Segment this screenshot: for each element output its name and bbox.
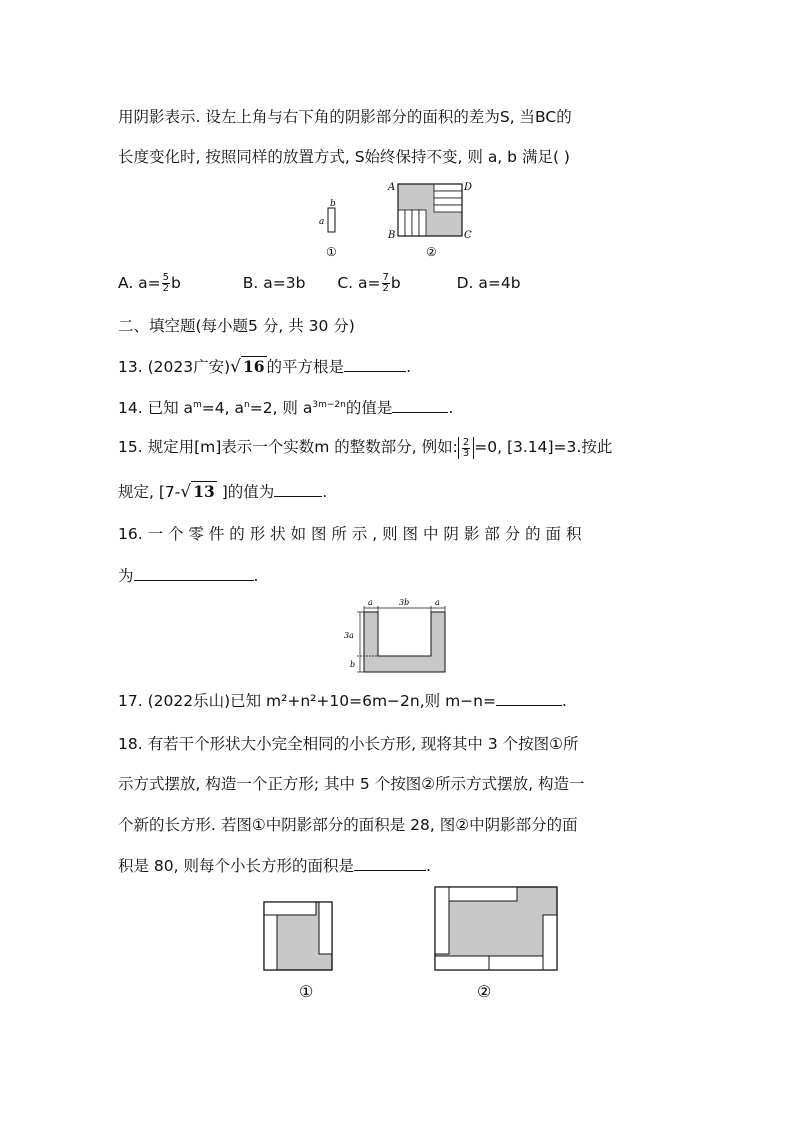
q16-dim-b: b: [350, 660, 356, 669]
q12-option-b[interactable]: B. a=3b: [242, 274, 306, 292]
q18-figure-2: [435, 887, 557, 970]
q17: 17. (2022乐山)已知 m²+n²+10=6m−2n,则 m−n= .: [118, 692, 567, 710]
q14: 14. 已知 $a^m=4$, $a^n=2$, 则 $a^{3m-2n}$的值是 .: [118, 399, 454, 417]
q18-figure-1: [264, 902, 332, 970]
q18-fig2-caption: ②: [477, 982, 492, 1001]
q13-answer-blank[interactable]: [344, 356, 406, 372]
q14-answer-blank[interactable]: [392, 397, 448, 413]
q12-fig1-label-b: b: [330, 199, 336, 209]
q12-fig1-label-a: a: [319, 217, 325, 227]
q12-option-d[interactable]: D. a=4b: [456, 274, 521, 292]
q12-options: [118, 272, 521, 294]
q18-answer-blank[interactable]: [354, 855, 426, 871]
q15-line2: 规定, [7-√ 13 ]的值为 .: [118, 482, 328, 502]
q16-figure: [340, 594, 455, 679]
q18-line3: 个新的长方形. 若图①中阴影部分的面积是 28, 图②中阴影部分的面: [118, 816, 578, 834]
section-heading: 二、填空题(每小题5 分, 共 30 分): [118, 317, 355, 335]
q17-answer-blank[interactable]: [496, 690, 562, 706]
q18-line1: 18. 有若干个形状大小完全相同的小长方形, 现将其中 3 个按图①所: [118, 735, 579, 753]
q12-label-D: D: [464, 182, 473, 193]
q18-fig1-caption: ①: [299, 982, 314, 1001]
q13-sqrt: √ 16: [230, 357, 265, 377]
q12-fig2-caption: ②: [426, 245, 437, 259]
q16-dim-3b: 3b: [399, 598, 410, 607]
q16-answer-blank[interactable]: [134, 565, 254, 581]
q15-answer-blank[interactable]: [274, 481, 322, 497]
q13: 13. (2023广安)√ 16 的平方根是 .: [118, 357, 411, 377]
q12-label-B: B: [388, 230, 396, 241]
q18-line2: 示方式摆放, 构造一个正方形; 其中 5 个按图②所示方式摆放, 构造一: [118, 775, 585, 793]
q16-line1: 16. 一 个 零 件 的 形 状 如 图 所 示 , 则 图 中 阴 影 部 分 的 面 积: [118, 525, 582, 543]
q12-option-a[interactable]: A. a= $\frac{5}{2}$ b: [118, 272, 181, 294]
q18-figures: [255, 880, 575, 1005]
q12-line2: 长度变化时, 按照同样的放置方式, S始终保持不变, 则 a, b 满足( ): [118, 148, 570, 166]
q12-line1: 用阴影表示. 设左上角与右下角的阴影部分的面积的差为S, 当BC的: [118, 108, 572, 126]
q12-label-A: A: [388, 182, 396, 193]
q16-dim-a-right: a: [435, 598, 440, 607]
q15-line1: 15. 规定用[m]表示一个实数m 的整数部分, 例如: $\frac{2}{3}$ =0, [3.14]=3.按此: [118, 436, 613, 459]
q16-line2: 为 .: [118, 567, 259, 585]
q12-figures: [300, 176, 500, 261]
q16-dim-a-left: a: [368, 598, 373, 607]
q16-dim-3a: 3a: [344, 631, 354, 640]
q12-option-c[interactable]: C. a= $\frac{7}{2}$ b: [337, 272, 401, 294]
q12-fig1-caption: ①: [326, 245, 337, 259]
q18-line4: 积是 80, 则每个小长方形的面积是 .: [118, 857, 431, 875]
q12-label-C: C: [464, 230, 472, 241]
